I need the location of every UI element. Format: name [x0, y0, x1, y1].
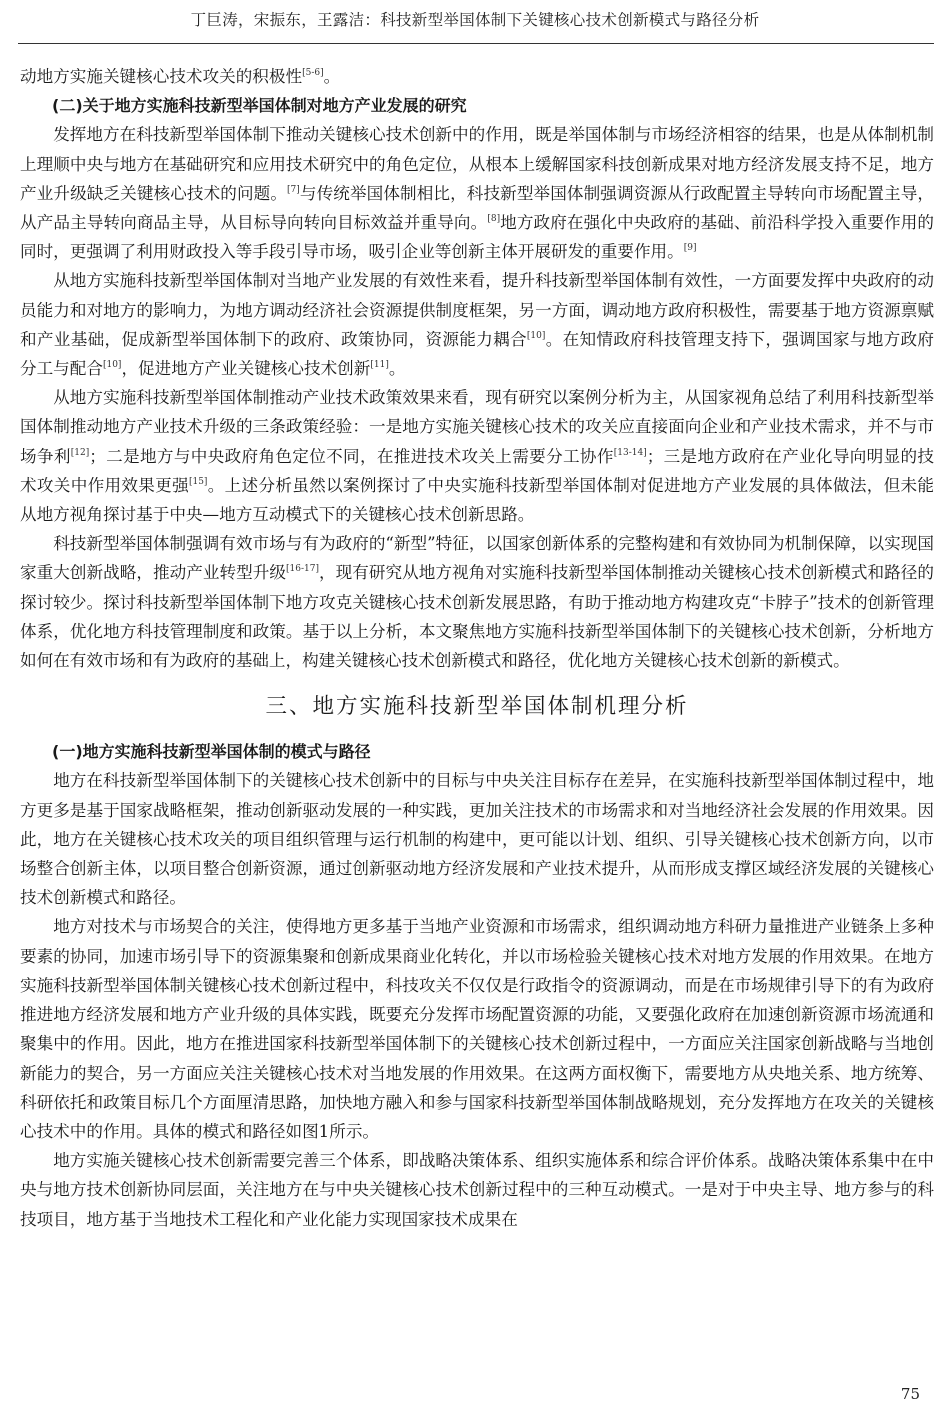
citation: [10] [526, 330, 546, 341]
text-span: ；二是地方与中央政府角色定位不同，在推进技术攻关上需要分工协作 [89, 446, 614, 466]
text-span: 。在知情政府科技管理支持下，强调国家与地方政府分工与配合 [20, 329, 935, 379]
paragraph: 地方对技术与市场契合的关注，使得地方更多基于当地产业资源和市场需求，组织调动地方科研力量推进产业链条上多种要素的协同，加速市场引导下的资源集聚和创新成果商业化转化，并以市场检验关键核心技术对地方发展的作用效果。在地方实施科技新型举国体制关键核心技术创新过程中，科技攻关不仅仅是行政指令的资源调动，而是在市场规律引导下的有为政府推进地方经济发展和地方产业升级的具体实践，既要充分发挥市场配置资源的功能，又要强化政府在加速创新资源市场流通和聚集中的作用。因此，地方在推进国家科技新型举国体制下的关键核心技术创新过程中，一方面应关注国家创新战略与当地创新能力的契合，另一方面应关注关键核心技术对当地发展的作用效果。在这两方面权衡下，需要地方从央地关系、地方统筹、科研依托和政策目标几个方面厘清思路，加快地方融入和参与国家科技新型举国体制战略规划，充分发挥地方在攻关的关键核心技术中的作用。具体的模式和路径如图1所示。 [20, 917, 934, 1141]
section-title: 三、地方实施科技新型举国体制机理分析 [265, 694, 689, 720]
text-span: 与传统举国体制相比，科技新型举国体制强调资源从行政配置主导转向市场配置主导，从产品主导转向商品主导，从目标导向转向目标效益并重导向。 [20, 183, 935, 233]
text-span: ，现有研究从地方视角对实施科技新型举国体制推动关键核心技术创新模式和路径的探讨较少。探讨科技新型举国体制下地方攻克关键核心技术创新发展思路，有助于推动地方构建攻克“卡脖子”技术的创新管理体系，优化地方科技管理制度和政策。基于以上分析，本文聚焦地方实施科技新型举国体制下的关键核心技术创新，分析地方如何在有效市场和有为政府的基础上，构建关键核心技术创新模式和路径，优化地方关键核心技术创新的新模式。 [20, 563, 935, 671]
text-span: 。上述分析虽然以案例探讨了中央实施科技新型举国体制对促进地方产业发展的具体做法，但未能从地方视角探讨基于中央—地方互动模式下的关键核心技术创新思路。 [20, 475, 935, 525]
paragraph [20, 383, 934, 529]
paragraph: 地方在科技新型举国体制下的关键核心技术创新中的目标与中央关注目标存在差异，在实施科技新型举国体制过程中，地方更多是基于国家战略框架，推动创新驱动发展的一种实践，更加关注技术的市场需求和对当地经济社会发展的作用效果。因此，地方在关键核心技术攻关的项目组织管理与运行机制的构建中，更可能以计划、组织、引导关键核心技术创新方向，以市场整合创新主体，以项目整合创新资源，通过创新驱动地方经济发展和产业技术提升，从而形成支撑区域经济发展的关键核心技术创新模式和路径。 [20, 771, 934, 908]
header-divider [18, 43, 934, 44]
citation: [8] [487, 214, 501, 225]
subsection-heading: (二)关于地方实施科技新型举国体制对地方产业发展的研究 [52, 96, 467, 116]
text-span: 科技新型举国体制强调有效市场与有为政府的“新型”特征，以国家创新体系的完整构建和有效协同为机制保障，以实现国家重大创新战略，推动产业转型升级 [20, 534, 934, 583]
paragraph [20, 529, 934, 675]
text-span: ；三是地方政府在产业化导向明显的技术攻关中作用效果更强 [20, 446, 935, 495]
running-header: 丁巨涛，宋振东，王露洁：科技新型举国体制下关键核心技术创新模式与路径分析 [190, 11, 760, 29]
citation: [13-14] [613, 447, 647, 458]
paragraph-continuation [20, 62, 934, 91]
text-span: 动地方实施关键核心技术攻关的积极性 [20, 67, 303, 86]
text-span: 发挥地方在科技新型举国体制下推动关键核心技术创新中的作用，既是举国体制与市场经济相容的结果，也是从体制机制上理顺中央与地方在基础研究和应用技术研究中的角色定位，从根本上缓解国家科技创新成果对地方经济发展支持不足，地方产业升级缺乏关键核心技术的问题。 [20, 125, 934, 203]
citation: [7] [287, 184, 300, 195]
text-span: ，促进地方产业关键核心技术创新 [121, 359, 371, 379]
text-span: 从地方实施科技新型举国体制推动产业技术政策效果来看，现有研究以案例分析为主，从国家视角总结了利用科技新型举国体制推动地方产业技术升级的三条政策经验：一是地方实施关键核心技术的攻关应直接面向企业和产业技术需求，并不与市场争利 [20, 388, 934, 466]
text-span: 。 [323, 67, 341, 86]
subsection-heading: (一)地方实施科技新型举国体制的模式与路径 [52, 742, 371, 762]
paragraph [20, 266, 934, 383]
citation: [15] [188, 476, 208, 487]
citation: [11] [370, 360, 389, 371]
page-number: 75 [900, 1385, 920, 1403]
text-span: 从地方实施科技新型举国体制对当地产业发展的有效性来看，提升科技新型举国体制有效性，一方面要发挥中央政府的动员能力和对地方的影响力，为地方调动经济社会资源提供制度框架，另一方面，调动地方政府积极性，需要基于地方资源禀赋和产业基础，促成新型举国体制下的政府、政策协同，资源能力耦合 [20, 271, 934, 349]
article-body [20, 62, 934, 1234]
text-span: 地方政府在强化中央政府的基础、前沿科学投入重要作用的同时，更强调了利用财政投入等手段引导市场，吸引企业等创新主体开展研发的重要作用。 [20, 213, 935, 262]
citation: [5-6] [302, 68, 324, 78]
citation: [9] [683, 243, 697, 254]
citation: [10] [102, 360, 122, 371]
text-span: 。 [388, 359, 406, 379]
paragraph [20, 120, 934, 266]
citation: [12] [70, 447, 90, 458]
citation: [16-17] [285, 564, 319, 575]
paragraph: 地方实施关键核心技术创新需要完善三个体系，即战略决策体系、组织实施体系和综合评价体系。战略决策体系集中在中央与地方技术创新协同层面，关注地方在与中央关键核心技术创新过程中的三种互动模式。一是对于中央主导、地方参与的科技项目，地方基于当地技术工程化和产业化能力实现国家技术成果在 [20, 1151, 934, 1229]
